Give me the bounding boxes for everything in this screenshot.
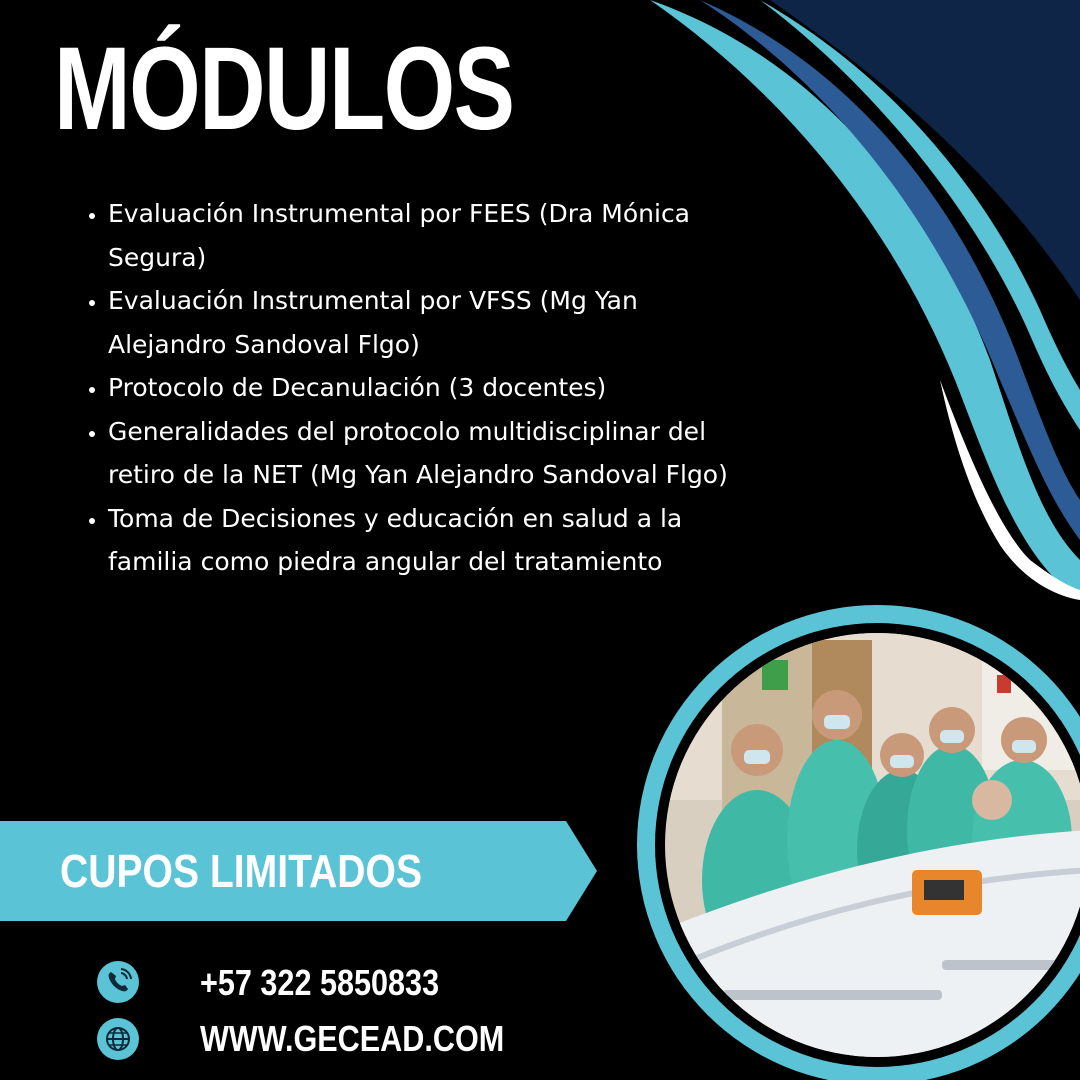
phone-icon: [97, 961, 139, 1003]
modules-list: [78, 192, 748, 584]
banner-text: CUPOS LIMITADOS: [60, 845, 423, 897]
phone-number[interactable]: +57 322 5850833: [200, 962, 440, 1003]
hospital-team-photo: [662, 630, 1080, 1060]
list-item: • Evaluación Instrumental por FEES (Dra Mónica Segura): [108, 192, 748, 279]
list-item: • Toma de Decisiones y educación en salud a la familia como piedra angular del tratamiento: [108, 497, 748, 584]
list-item: • Evaluación Instrumental por VFSS (Mg Yan Alejandro Sandoval Flgo): [108, 279, 748, 366]
list-item: • Generalidades del protocolo multidisciplinar del retiro de la NET (Mg Yan Alejandro Sandoval Flgo): [108, 410, 748, 497]
page-title: MÓDULOS: [54, 23, 514, 155]
website-link[interactable]: WWW.GECEAD.COM: [200, 1018, 505, 1059]
list-item: • Protocolo de Decanulación (3 docentes): [108, 366, 748, 410]
globe-icon: [97, 1018, 139, 1060]
